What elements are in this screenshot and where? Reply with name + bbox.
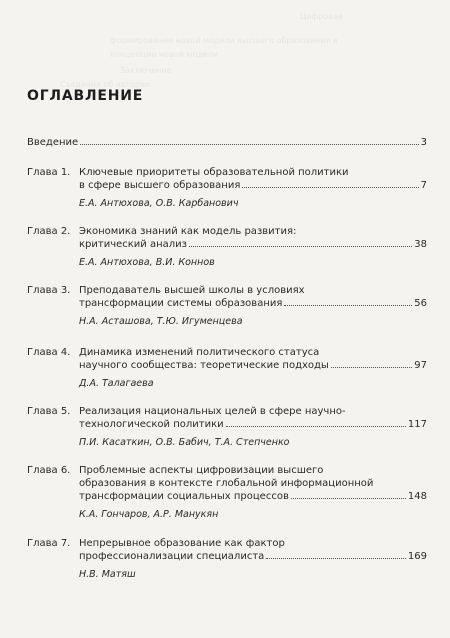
page-number: 148: [407, 491, 427, 502]
chapter-label: Глава 2.: [27, 226, 71, 237]
chapter-authors: К.А. Гончаров, А.Р. Манукян: [79, 509, 219, 520]
chapter-title-line: Ключевые приоритеты образовательной политики: [79, 167, 349, 178]
chapter-title-line: трансформации системы образования: [79, 298, 283, 309]
toc-entry-chapter-1: [27, 166, 427, 210]
chapter-authors: Е.А. Антюхова, О.В. Карбанович: [79, 198, 239, 209]
chapter-title-line: Экономика знаний как модель развития:: [79, 226, 297, 237]
chapter-authors: П.И. Касаткин, О.В. Бабич, Т.А. Степченко: [79, 437, 290, 448]
chapter-authors: Е.А. Антюхова, В.И. Коннов: [79, 257, 215, 268]
chapter-authors: Д.А. Талагаева: [79, 378, 154, 389]
dot-leader: [284, 305, 412, 306]
chapter-title-line: Динамика изменений политического статуса: [79, 347, 320, 358]
intro-label: Введение: [27, 137, 79, 148]
chapter-label: Глава 6.: [27, 465, 71, 476]
toc-entry-chapter-2: [27, 225, 427, 269]
chapter-title-line: Проблемные аспекты цифровизации высшего: [79, 465, 324, 476]
toc-entry-chapter-4: [27, 346, 427, 390]
chapter-title-line: трансформации социальных процессов: [79, 491, 289, 502]
chapter-authors: Н.В. Матяш: [79, 569, 136, 580]
toc-entry-chapter-5: [27, 405, 427, 449]
page-number: 117: [407, 419, 427, 430]
reverse-side-bleed-through: Цифровая формирование новой модели высшего образования в концепции новой модели Заключение Сведения об авторах: [60, 12, 343, 89]
chapter-title-line: Непрерывное образование как фактор: [79, 538, 285, 549]
chapter-label: Глава 5.: [27, 406, 71, 417]
page-number: 97: [414, 360, 427, 371]
chapter-title-line: Реализация национальных целей в сфере научно-: [79, 406, 346, 417]
page-number: 169: [407, 551, 427, 562]
chapter-title-line: профессионализации специалиста: [79, 551, 265, 562]
page-number: 3: [420, 137, 427, 148]
chapter-title-line: в сфере высшего образования: [79, 180, 241, 191]
chapter-authors: Н.А. Асташова, Т.Ю. Игуменцева: [79, 316, 243, 327]
chapter-title-line: образования в контексте глобальной информационной: [79, 478, 374, 489]
chapter-title-line: научного сообщества: теоретические подходы: [79, 360, 329, 371]
chapter-label: Глава 4.: [27, 347, 71, 358]
chapter-label: Глава 3.: [27, 285, 71, 296]
chapter-label: Глава 7.: [27, 538, 71, 549]
dot-leader: [226, 426, 406, 427]
toc-entry-chapter-3: [27, 284, 427, 328]
toc-entry-intro: [27, 136, 427, 149]
dot-leader: [331, 367, 412, 368]
page-number: 7: [420, 180, 427, 191]
page-number: 56: [414, 298, 427, 309]
dot-leader: [189, 246, 412, 247]
dot-leader: [266, 558, 406, 559]
dot-leader: [80, 144, 418, 145]
chapter-label: Глава 1.: [27, 167, 71, 178]
toc-entry-chapter-6: [27, 464, 427, 521]
dot-leader: [291, 498, 406, 499]
chapter-title-line: технологической политики: [79, 419, 224, 430]
dot-leader: [242, 187, 418, 188]
toc-entry-chapter-7: [27, 537, 427, 581]
page-number: 38: [414, 239, 427, 250]
chapter-title-line: критический анализ: [79, 239, 187, 250]
chapter-title-line: Преподаватель высшей школы в условиях: [79, 285, 305, 296]
toc-title: ОГЛАВЛЕНИЕ: [27, 88, 144, 104]
